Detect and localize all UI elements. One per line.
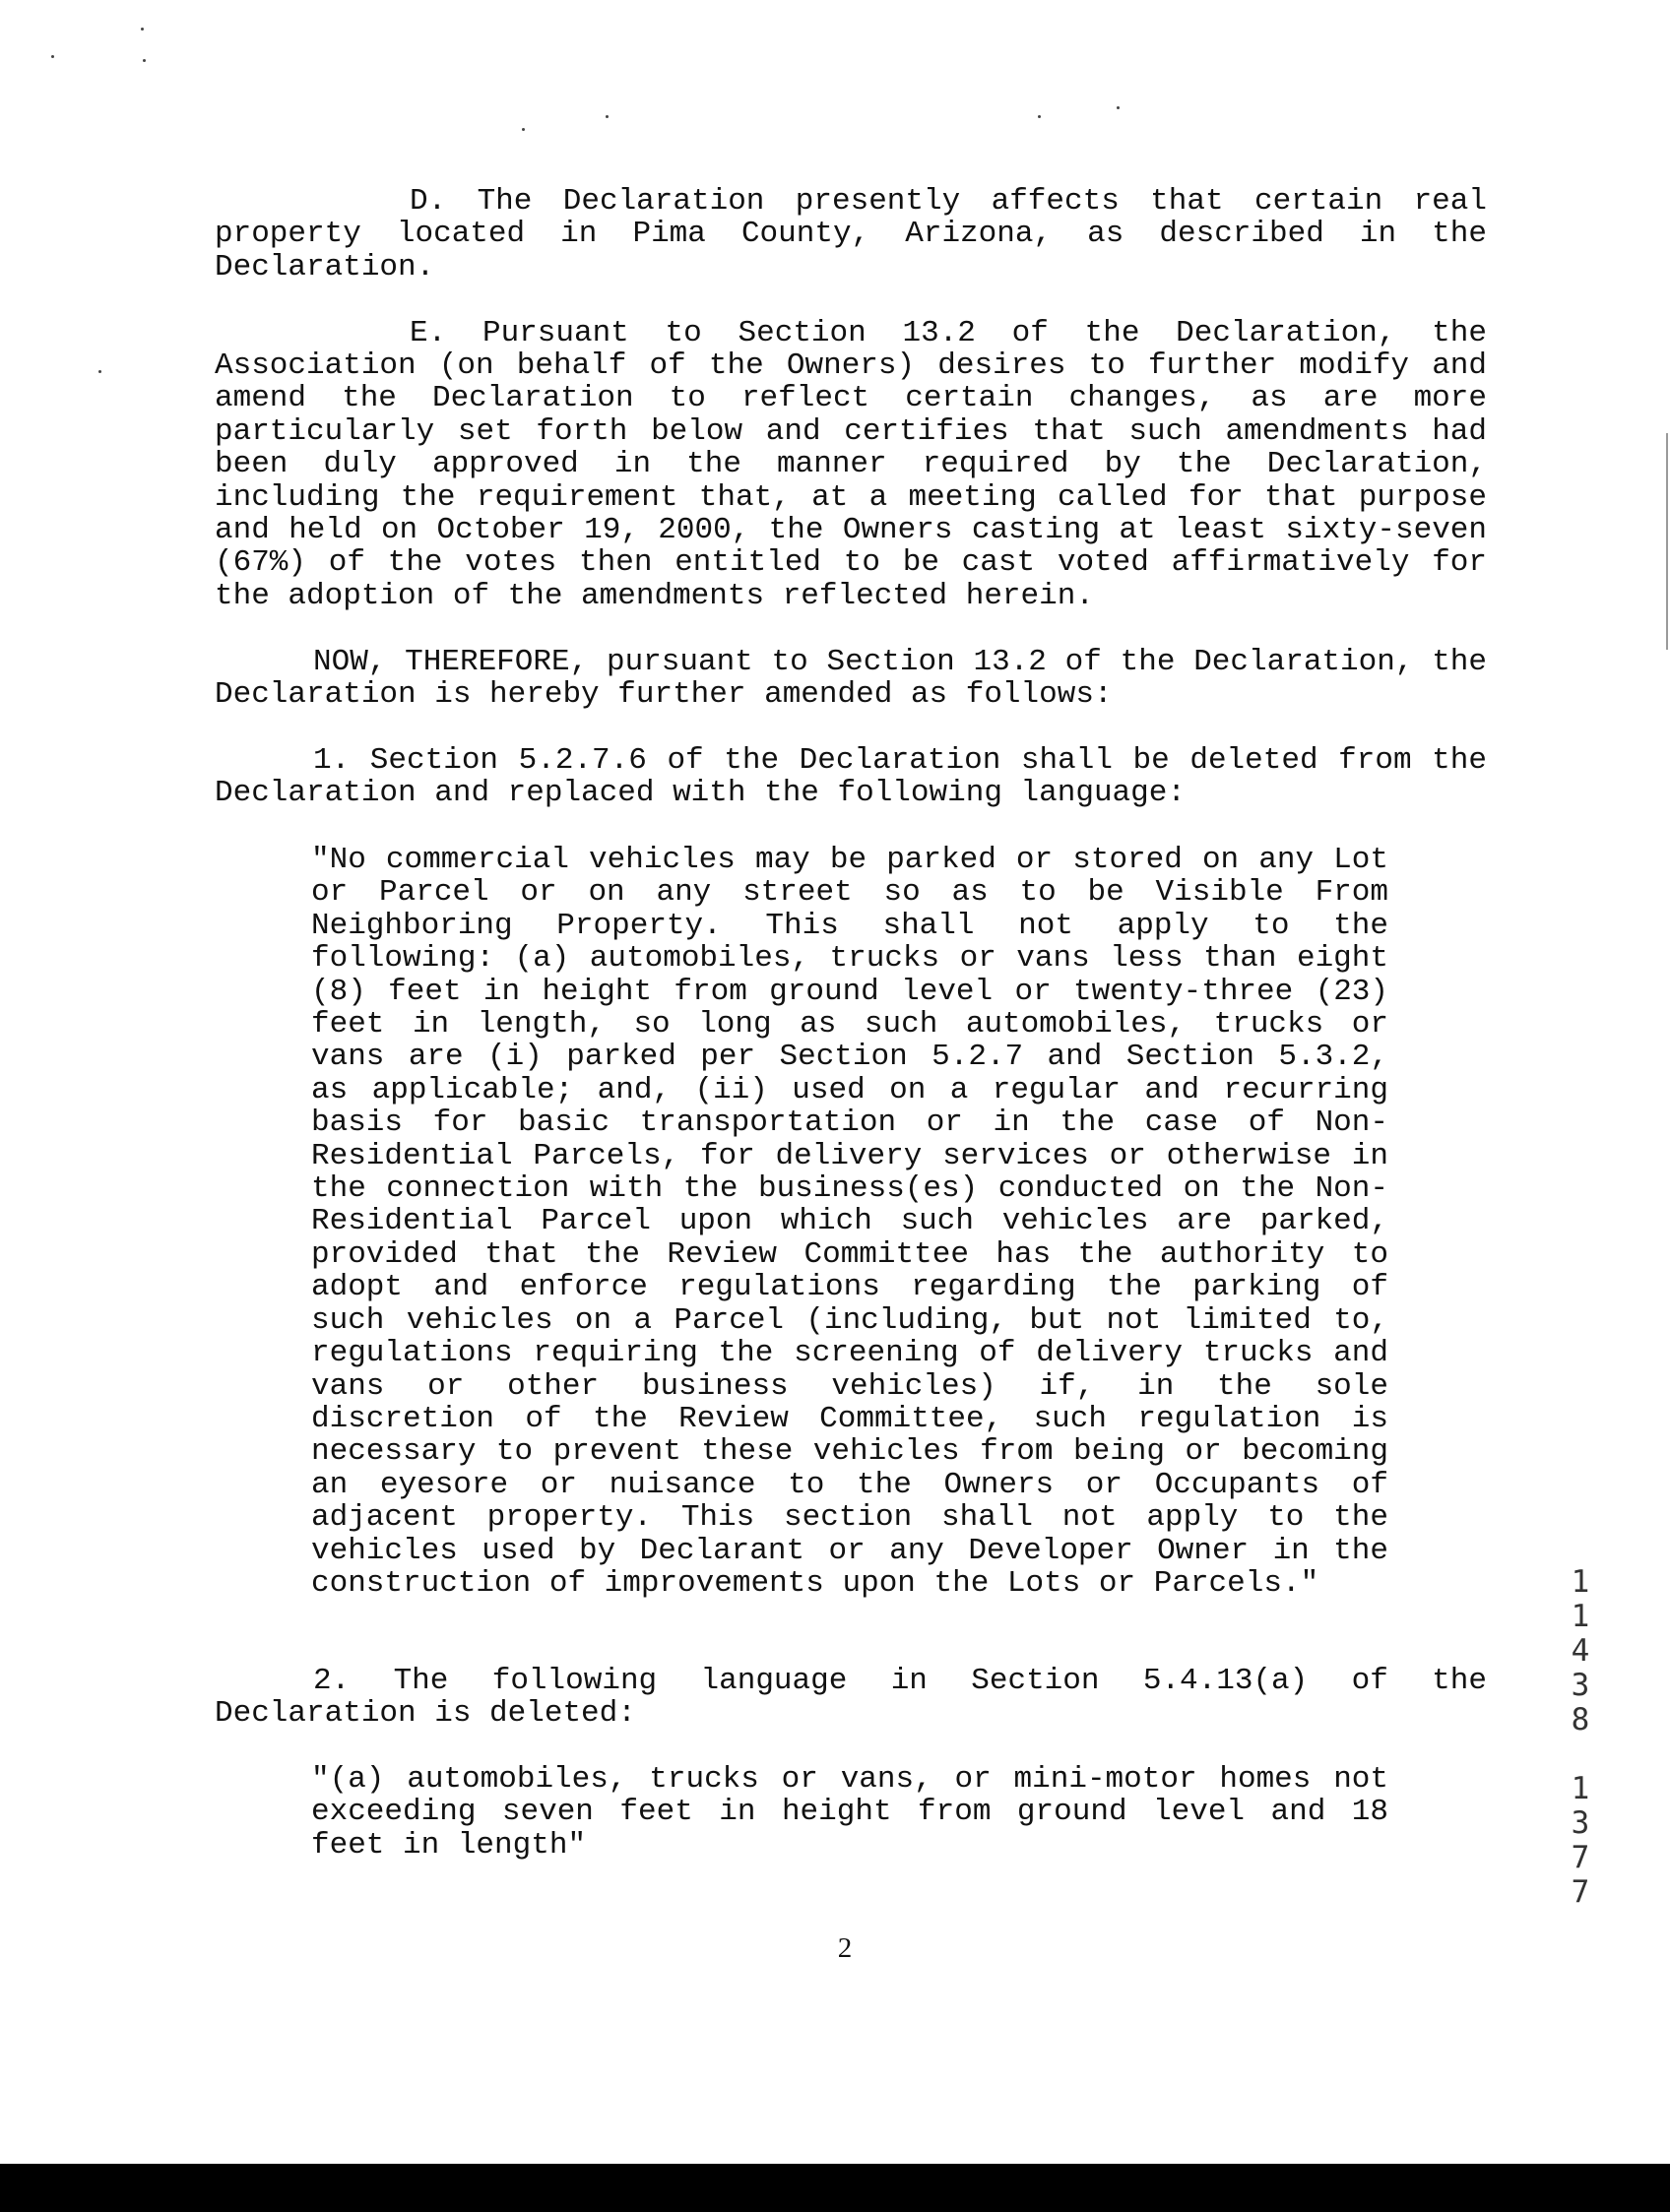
stamp-digit: 3 <box>1571 1668 1590 1703</box>
scan-speck <box>1117 106 1120 109</box>
quoted-replacement-language: "No commercial vehicles may be parked or stored on any Lot or Parcel or on any street so as to be Visible From Neighboring Property. This shall not apply to the following: (a) automobiles, trucks or vans less than eight (8) feet in height from ground level or twenty-three (23) feet in length, so long as such automobiles, trucks or vans are (i) parked per Section 5.2.7 and Section 5.3.2, as applicable; and, (ii) used on a regular and recurring basis for basic transportation or in the case of Non-Residential Parcels, for delivery services or otherwise in the connection with the business(es) conducted on the Non-Residential Parcel upon which such vehicles are parked, provided that the Review Committee has the authority to adopt and enforce regulations regarding the parking of such vehicles on a Parcel (including, but not limited to, regulations requiring the screening of delivery trucks and vans or other business vehicles) if, in the sole discretion of the Review Committee, such regulation is necessary to prevent these vehicles from being or becoming an eyesore or nuisance to the Owners or Occupants of adjacent property. This section shall not apply to the vehicles used by Declarant or any Developer Owner in the construction of improvements upon the Lots or Parcels." <box>311 843 1388 1601</box>
paragraph-now-therefore: NOW, THEREFORE, pursuant to Section 13.2 of the Declaration, the Declaration is hereby further amended as follows: <box>215 644 1487 713</box>
stamp-digit: 1 <box>1571 1564 1590 1600</box>
scan-speck <box>98 370 101 373</box>
stamp-digit: 1 <box>1571 1599 1590 1634</box>
paragraph-d: D. The Declaration presently affects that certain real property located in Pima County, Arizona, as described in the Declaration. <box>215 184 1487 284</box>
quoted-deleted-language: "(a) automobiles, trucks or vans, or mini-motor homes not exceeding seven feet in height from ground level and 18 feet in length" <box>311 1762 1388 1863</box>
scan-edge-line <box>1666 433 1668 650</box>
scan-bottom-border <box>0 2164 1670 2212</box>
paragraph-item-2-block <box>215 1665 1487 1731</box>
stamp-digit: 7 <box>1571 1874 1590 1910</box>
paragraph-item-1: 1. Section 5.2.7.6 of the Declaration shall be deleted from the Declaration and replaced with the following language: <box>215 742 1487 811</box>
document-body <box>215 185 1487 810</box>
scan-speck <box>606 115 609 118</box>
recording-number-stamp <box>1566 1565 1595 1910</box>
scan-speck <box>51 55 54 58</box>
stamp-digit: 7 <box>1571 1840 1590 1875</box>
scan-speck <box>522 128 525 131</box>
scan-speck <box>1038 115 1041 118</box>
stamp-digit: 3 <box>1571 1805 1590 1841</box>
stamp-digit: 4 <box>1571 1633 1590 1669</box>
stamp-digit: 1 <box>1571 1771 1590 1806</box>
scan-speck <box>141 28 144 31</box>
paragraph-item-2: 2. The following language in Section 5.4.13(a) of the Declaration is deleted: <box>215 1664 1487 1732</box>
paragraph-e: E. Pursuant to Section 13.2 of the Declaration, the Association (on behalf of the Owners) desires to further modify and amend the Declaration to reflect certain changes, as are more particularly set forth below and certifies that such amendments had been duly approved in the manner required by the Declaration, including the requirement that, at a meeting called for that purpose and held on October 19, 2000, the Owners casting at least sixty-seven (67%) of the votes then entitled to be cast voted affirmatively for the adoption of the amendments reflected herein. <box>215 315 1487 613</box>
page-number: 2 <box>837 1932 853 1964</box>
scan-speck <box>143 59 146 62</box>
stamp-digit: 8 <box>1571 1702 1590 1738</box>
